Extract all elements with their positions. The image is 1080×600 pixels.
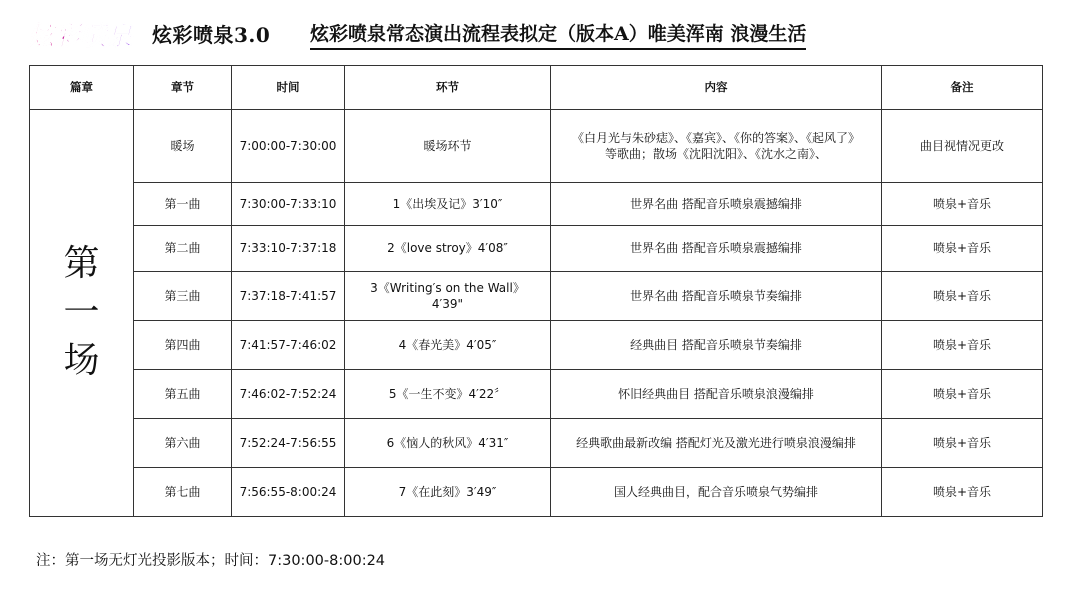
content-cell: 国人经典曲目，配合音乐喷泉气势编排 [551, 468, 882, 517]
content-line: 《白月光与朱砂痣》、《嘉宾》、《你的答案》、《起风了》 [571, 130, 860, 145]
section-cell: 暖场 [134, 110, 232, 183]
segment-cell: 1《出埃及记》3′10″ [345, 183, 551, 226]
content-cell: 世界名曲 搭配音乐喷泉节奏编排 [551, 272, 882, 321]
section-cell: 第七曲 [134, 468, 232, 517]
column-header-chapter: 篇章 [30, 66, 134, 110]
section-cell: 第六曲 [134, 419, 232, 468]
table-row [30, 370, 1043, 419]
section-cell: 第五曲 [134, 370, 232, 419]
column-header-content: 内容 [551, 66, 882, 110]
column-header-segment: 环节 [345, 66, 551, 110]
content-cell: 怀旧经典曲目 搭配音乐喷泉浪漫编排 [551, 370, 882, 419]
segment-cell [345, 272, 551, 321]
note-cell: 喷泉+音乐 [882, 468, 1043, 517]
chapter-char: 第 [63, 243, 100, 285]
time-cell: 7:30:00-7:33:10 [232, 183, 345, 226]
time-cell: 7:46:02-7:52:24 [232, 370, 345, 419]
column-header-time: 时间 [232, 66, 345, 110]
segment-cell: 暖场环节 [345, 110, 551, 183]
time-cell: 7:52:24-7:56:55 [232, 419, 345, 468]
note-cell: 喷泉+音乐 [882, 419, 1043, 468]
column-header-note: 备注 [882, 66, 1043, 110]
time-cell: 7:56:55-8:00:24 [232, 468, 345, 517]
section-cell: 第四曲 [134, 321, 232, 370]
time-cell: 7:37:18-7:41:57 [232, 272, 345, 321]
table-row [30, 110, 1043, 183]
content-line: 等歌曲；散场《沈阳沈阳》、《沈水之南》、 [604, 147, 827, 161]
segment-cell: 7《在此刻》3′49″ [345, 468, 551, 517]
segment-cell: 4《春光美》4′05″ [345, 321, 551, 370]
time-cell: 7:00:00-7:30:00 [232, 110, 345, 183]
note-cell: 喷泉+音乐 [882, 321, 1043, 370]
section-cell: 第二曲 [134, 226, 232, 272]
segment-line: 3《Writing′s on the Wall》 [370, 280, 525, 295]
table-row [30, 321, 1043, 370]
logo [26, 14, 142, 54]
segment-line: 4′39" [431, 297, 464, 311]
chapter-char: 场 [63, 340, 100, 382]
note-cell: 喷泉+音乐 [882, 272, 1043, 321]
chapter-cell [30, 110, 134, 517]
section-cell: 第三曲 [134, 272, 232, 321]
note-cell: 喷泉+音乐 [882, 183, 1043, 226]
logo-text: 炫彩喷泉 [28, 22, 133, 52]
note-cell: 喷泉+音乐 [882, 226, 1043, 272]
table-row [30, 183, 1043, 226]
time-cell: 7:41:57-7:46:02 [232, 321, 345, 370]
column-header-section: 章节 [134, 66, 232, 110]
segment-cell: 5《一生不变》4′22〞 [345, 370, 551, 419]
content-cell: 世界名曲 搭配音乐喷泉震撼编排 [551, 183, 882, 226]
content-cell: 经典曲目 搭配音乐喷泉节奏编排 [551, 321, 882, 370]
footnote: 注：第一场无灯光投影版本；时间：7:30:00-8:00:24 [36, 553, 386, 569]
table-row [30, 226, 1043, 272]
content-cell: 经典歌曲最新改编 搭配灯光及激光进行喷泉浪漫编排 [551, 419, 882, 468]
table-row [30, 468, 1043, 517]
table-header-row [30, 66, 1043, 110]
segment-cell: 2《love stroy》4′08″ [345, 226, 551, 272]
content-cell [551, 110, 882, 183]
time-cell: 7:33:10-7:37:18 [232, 226, 345, 272]
table-row [30, 272, 1043, 321]
section-cell: 第一曲 [134, 183, 232, 226]
page-title: 炫彩喷泉常态演出流程表拟定（版本A）唯美浑南 浪漫生活 [310, 19, 806, 50]
note-cell: 曲目视情况更改 [882, 110, 1043, 183]
chapter-char: 一 [63, 291, 100, 333]
content-cell: 世界名曲 搭配音乐喷泉震撼编排 [551, 226, 882, 272]
segment-cell: 6《恼人的秋风》4′31″ [345, 419, 551, 468]
product-title: 炫彩喷泉3.0 [152, 23, 271, 47]
program-table [29, 65, 1043, 517]
table-row [30, 419, 1043, 468]
note-cell: 喷泉+音乐 [882, 370, 1043, 419]
